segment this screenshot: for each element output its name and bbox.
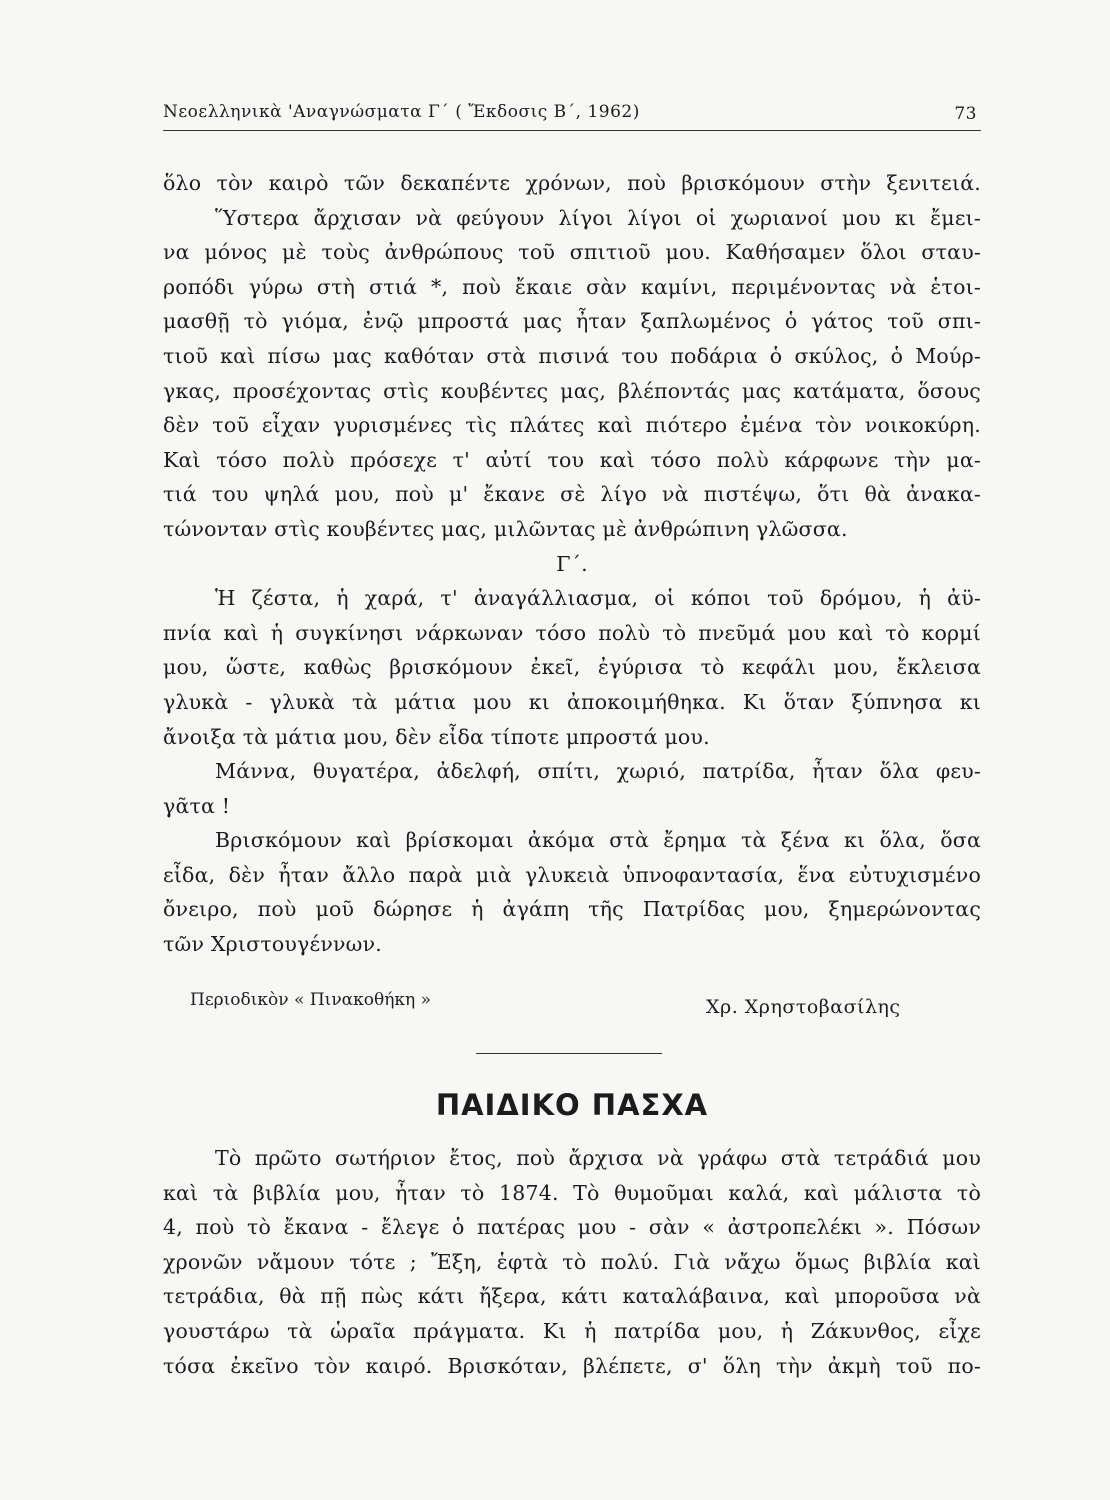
text-line: δὲν τοῦ εἶχαν γυρισμένες τὶς πλάτες καὶ πιότερο ἐμένα τὸν νοικοκύρη. — [163, 413, 981, 438]
text-line: καὶ τὰ βιβλία μου, ἦταν τὸ 1874. Τὸ θυμοῦμαι καλά, καὶ μάλιστα τὸ — [163, 1180, 981, 1205]
paragraph — [163, 581, 981, 754]
text-line: Βρισκόμουν καὶ βρίσκομαι ἀκόμα στὰ ἔρημα τὰ ξένα κι ὅλα, ὅσα — [215, 828, 981, 853]
text-line: εἶδα, δὲν ἦταν ἄλλο παρὰ μιὰ γλυκειὰ ὑπνοφαντασία, ἕνα εὐτυχισμένο — [163, 862, 981, 887]
text-line: γλυκὰ - γλυκὰ τὰ μάτια μου κι ἀποκοιμήθηκα. Κι ὅταν ξύπνησα κι — [163, 689, 981, 714]
text-line: μου, ὥστε, καθὼς βρισκόμουν ἐκεῖ, ἐγύρισα τὸ κεφάλι μου, ἔκλεισα — [163, 655, 981, 680]
paragraph — [163, 823, 981, 961]
text-line: τιά του ψηλά μου, ποὺ μ' ἔκανε σὲ λίγο νὰ πιστέψω, ὅτι θὰ ἀνακα- — [163, 482, 981, 507]
text-line: πνία καὶ ἡ συγκίνησι νάρκωναν τόσο πολὺ τὸ πνεῦμά μου καὶ τὸ κορμί — [163, 620, 981, 645]
book-title: Νεοελληνικὰ 'Αναγνώσματα Γ΄ ( Ἔκδοσις Β΄, 1962) — [163, 102, 640, 122]
text-line: τώνονταν στὶς κουβέντες μας, μιλῶντας μὲ ἀνθρώπινη γλῶσσα. — [163, 516, 848, 541]
section-mark: Γ΄. — [556, 551, 588, 576]
paragraph-continued — [163, 166, 981, 547]
author-name: Χρ. Χρηστοβασίλης — [706, 996, 901, 1018]
text-line: τετράδια, θὰ πῇ πὼς κάτι ἤξερα, κάτι καταλάβαινα, καὶ μποροῦσα νὰ — [163, 1284, 981, 1309]
text-line: ἄνοιξα τὰ μάτια μου, δὲν εἶδα τίποτε μπροστά μου. — [163, 724, 710, 749]
text-line: ροπόδι γύρω στὴ στιά *, ποὺ ἔκαιε σὰν καμίνι, περιμένοντας νὰ ἑτοι- — [163, 274, 981, 299]
piece-title: ΠΑΙΔΙΚΟ ΠΑΣΧΑ — [435, 1088, 709, 1122]
text-line: τιοῦ καὶ πίσω μας καθόταν στὰ πισινά του ποδάρια ὁ σκύλος, ὁ Μούρ- — [163, 343, 981, 368]
piece-text — [163, 1141, 981, 1383]
story-text — [163, 166, 981, 962]
text-line: 4, ποὺ τὸ ἔκανα - ἔλεγε ὁ πατέρας μου - σὰν « ἀστροπελέκι ». Πόσων — [163, 1215, 981, 1240]
section-divider — [476, 1053, 662, 1054]
source-attribution: Περιοδικὸν « Πινακοθήκη » — [190, 990, 432, 1010]
text-line: Μάννα, θυγατέρα, ἀδελφή, σπίτι, χωριό, πατρίδα, ἦταν ὅλα φευ- — [215, 759, 981, 784]
text-line: Τὸ πρῶτο σωτήριον ἔτος, ποὺ ἄρχισα νὰ γράφω στὰ τετράδιά μου — [215, 1146, 981, 1170]
text-line: τόσα ἐκεῖνο τὸν καιρό. Βρισκόταν, βλέπετε, σ' ὅλη τὴν ἀκμὴ τοῦ πο- — [163, 1353, 981, 1378]
text-line: γκας, προσέχοντας στὶς κουβέντες μας, βλέποντάς μας κατάματα, ὅσους — [163, 378, 981, 403]
text-line: ὄνειρο, ποὺ μοῦ δώρησε ἡ ἀγάπη τῆς Πατρίδας μου, ξημερώνοντας — [163, 897, 981, 922]
text-line: γουστάρω τὰ ὡραῖα πράγματα. Κι ἡ πατρίδα μου, ἡ Ζάκυνθος, εἶχε — [163, 1318, 981, 1343]
text-line: μασθῇ τὸ γιόμα, ἐνῷ μπροστά μας ἦταν ξαπλωμένος ὁ γάτος τοῦ σπι- — [163, 309, 981, 334]
text-line: Καὶ τόσο πολὺ πρόσεχε τ' αὐτί του καὶ τόσο πολὺ κάρφωνε τὴν μα- — [163, 447, 981, 472]
text-line: Ἡ ζέστα, ἡ χαρά, τ' ἀναγάλλιασμα, οἱ κόποι τοῦ δρόμου, ἡ ἀϋ- — [215, 586, 981, 611]
text-line: ὅλο τὸν καιρὸ τῶν δεκαπέντε χρόνων, ποὺ βρισκόμουν στὴν ξενιτειά. — [163, 171, 981, 195]
page-number: 73 — [954, 104, 977, 124]
text-line: τῶν Χριστουγέννων. — [163, 932, 382, 957]
running-header — [163, 96, 981, 131]
text-line: Ὕστερα ἄρχισαν νὰ φεύγουν λίγοι λίγοι οἱ χωριανοί μου κι ἔμει- — [215, 205, 981, 230]
text-line: χρονῶν νἄμουν τότε ; Ἔξη, ἑφτὰ τὸ πολύ. Γιὰ νἄχω ὅμως βιβλία καὶ — [163, 1249, 981, 1274]
paragraph — [163, 754, 981, 823]
text-line: γᾶτα ! — [163, 793, 231, 818]
text-line: να μόνος μὲ τοὺς ἀνθρώπους τοῦ σπιτιοῦ μου. Καθήσαμεν ὅλοι σταυ- — [163, 240, 981, 265]
